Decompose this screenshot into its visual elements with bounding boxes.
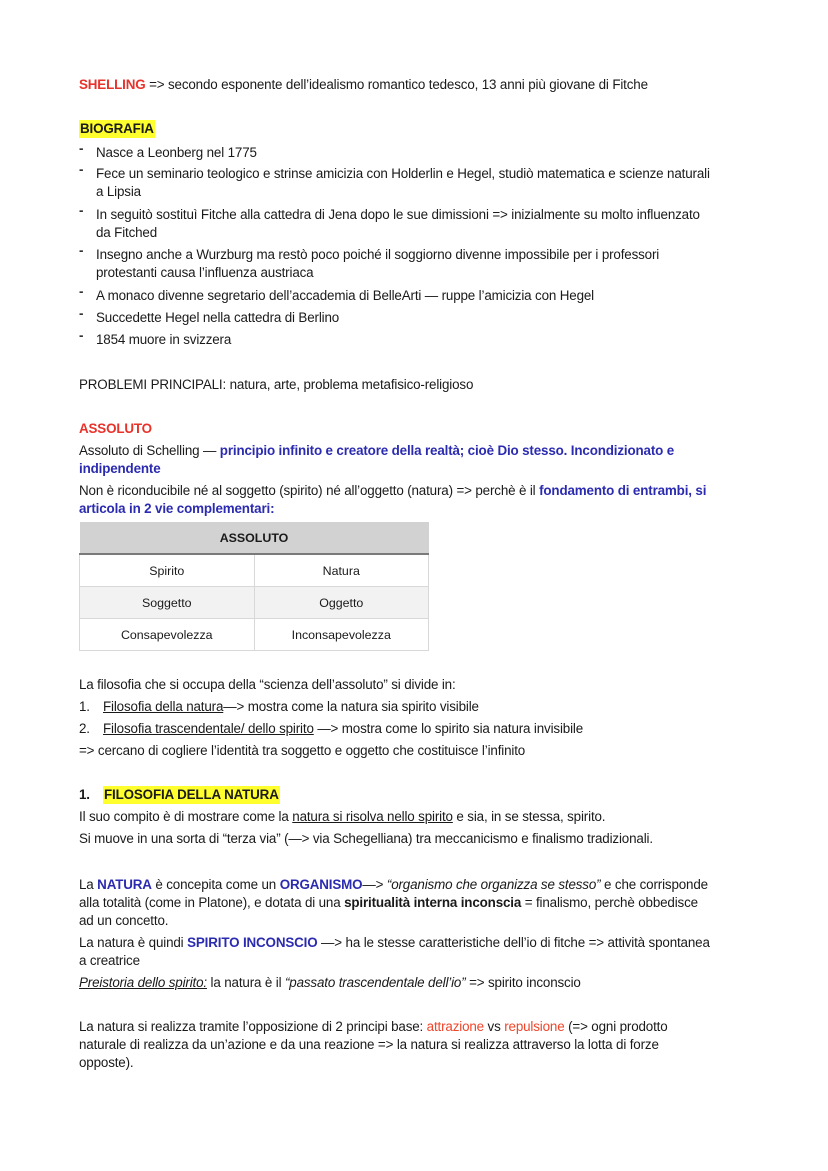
text-span: Il suo compito è di mostrare come la bbox=[79, 809, 293, 824]
bio-item-text: Insegno anche a Wurzburg ma restò poco poiché il soggiorno divenne impossibile per i professori bbox=[96, 247, 660, 262]
natura-p4-line1 bbox=[79, 934, 710, 952]
filosofia-intro: La filosofia che si occupa della “scienza dell’assoluto” si divide in: bbox=[79, 677, 456, 692]
biografia-heading-text: BIOGRAFIA bbox=[80, 121, 154, 136]
filosofia-item-title: Filosofia della natura bbox=[103, 699, 224, 714]
preistoria-label: Preistoria dello spirito: bbox=[79, 975, 207, 990]
assoluto-table bbox=[79, 522, 429, 651]
assoluto-heading bbox=[79, 420, 152, 438]
keyword-natura: NATURA bbox=[97, 877, 152, 892]
keyword-repulsione: repulsione bbox=[504, 1019, 565, 1034]
dash-bullet-icon: - bbox=[79, 284, 84, 299]
text-span: (=> ogni prodotto bbox=[564, 1019, 668, 1034]
assoluto-p1-emphasis-cont: indipendente bbox=[79, 461, 161, 476]
filosofia-item-title: Filosofia trascendentale/ dello spirito bbox=[103, 721, 314, 736]
text-span: è concepita come un bbox=[151, 877, 280, 892]
natura-p5 bbox=[79, 974, 581, 992]
table-header: ASSOLUTO bbox=[80, 522, 429, 554]
assoluto-p2-line2 bbox=[79, 500, 274, 518]
subject-name: SHELLING bbox=[79, 77, 146, 92]
assoluto-p1-text: Assoluto di Schelling — bbox=[79, 443, 220, 458]
natura-heading-text: FILOSOFIA DELLA NATURA bbox=[104, 787, 279, 802]
natura-p1 bbox=[79, 808, 605, 826]
natura-p6-line3: opposte). bbox=[79, 1055, 134, 1070]
table-row bbox=[80, 587, 429, 619]
bio-item-text: Nasce a Leonberg nel 1775 bbox=[96, 145, 257, 160]
text-span: vs bbox=[483, 1019, 505, 1034]
list-number: 2. bbox=[79, 721, 90, 736]
assoluto-p2-text: Non è riconducibile né al soggetto (spirito) né all’oggetto (natura) => perchè è il bbox=[79, 483, 540, 498]
text-span: e sia, in se stessa, spirito. bbox=[452, 809, 606, 824]
text-span: —> ha le stesse caratteristiche dell’io di fitche => attività spontanea bbox=[317, 935, 710, 950]
text-span: —> bbox=[362, 877, 387, 892]
table-cell: Oggetto bbox=[254, 587, 429, 619]
text-span: => spirito inconscio bbox=[465, 975, 581, 990]
natura-p2: Si muove in una sorta di “terza via” (—> via Schegelliana) tra meccanicismo e finalismo tradizionali. bbox=[79, 831, 653, 846]
text-span: La bbox=[79, 877, 98, 892]
bio-item-text: Succedette Hegel nella cattedra di Berlino bbox=[96, 310, 340, 325]
dash-bullet-icon: - bbox=[79, 306, 84, 321]
bio-item-text: Fece un seminario teologico e strinse amicizia con Holderlin e Hegel, studiò matematica e scienze naturali bbox=[96, 166, 710, 181]
bold-text: spiritualità interna inconscia bbox=[344, 895, 522, 910]
filosofia-item-desc: —> mostra come la natura sia spirito visibile bbox=[223, 699, 479, 714]
natura-p6-line2: naturale di realizza da un’azione e da una reazione => la natura si realizza attraverso la lotta di forze bbox=[79, 1037, 659, 1052]
bio-item-text-cont: protestanti causa l’influenza austriaca bbox=[96, 265, 314, 280]
bio-item-text: 1854 muore in svizzera bbox=[96, 332, 232, 347]
text-span: = finalismo, perchè obbedisce bbox=[521, 895, 698, 910]
natura-p4-line2: a creatrice bbox=[79, 953, 140, 968]
list-number: 1. bbox=[79, 699, 90, 714]
table-cell: Natura bbox=[254, 554, 429, 587]
keyword-spirito-inconscio: SPIRITO INCONSCIO bbox=[187, 935, 318, 950]
dash-bullet-icon: - bbox=[79, 328, 84, 343]
table-row bbox=[80, 554, 429, 587]
assoluto-p1-line2 bbox=[79, 460, 161, 478]
intro-line bbox=[79, 76, 648, 94]
natura-p3-line1 bbox=[79, 876, 708, 894]
intro-text: => secondo esponente dell’idealismo romantico tedesco, 13 anni più giovane di Fitche bbox=[145, 77, 648, 92]
table-cell: Spirito bbox=[80, 554, 255, 587]
assoluto-heading-text: ASSOLUTO bbox=[79, 421, 152, 436]
assoluto-p2-emphasis-cont: articola in 2 vie complementari: bbox=[79, 501, 275, 516]
natura-p3-line3: ad un concetto. bbox=[79, 913, 169, 928]
bio-item-text: A monaco divenne segretario dell’accademia di BelleArti — ruppe l’amicizia con Hegel bbox=[96, 288, 594, 303]
filosofia-item-desc: —> mostra come lo spirito sia natura invisibile bbox=[313, 721, 584, 736]
natura-p6-line1 bbox=[79, 1018, 668, 1036]
bio-item-text-cont: a Lipsia bbox=[96, 184, 141, 199]
assoluto-p1-emphasis: principio infinito e creatore della realtà; cioè Dio stesso. Incondizionato e bbox=[219, 443, 675, 458]
dash-bullet-icon: - bbox=[79, 141, 84, 156]
dash-bullet-icon: - bbox=[79, 203, 84, 218]
table-row bbox=[80, 619, 429, 651]
bio-item-text-cont: da Fitched bbox=[96, 225, 158, 240]
table-cell: Consapevolezza bbox=[80, 619, 255, 651]
text-span: La natura è quindi bbox=[79, 935, 188, 950]
bio-item-text: In seguitò sostituì Fitche alla cattedra di Jena dopo le sue dimissioni => inizialmente su molto influenzato bbox=[96, 207, 700, 222]
quote-text: “passato trascendentale dell’io” bbox=[284, 975, 466, 990]
text-span: la natura è il bbox=[206, 975, 285, 990]
assoluto-p2-line1 bbox=[79, 482, 706, 500]
assoluto-p2-emphasis: fondamento di entrambi, si bbox=[539, 483, 707, 498]
keyword-attrazione: attrazione bbox=[426, 1019, 484, 1034]
keyword-organismo: ORGANISMO bbox=[279, 877, 363, 892]
dash-bullet-icon: - bbox=[79, 243, 84, 258]
section-number: 1. bbox=[79, 787, 90, 802]
assoluto-p1-line1 bbox=[79, 442, 674, 460]
quote-text: “organismo che organizza se stesso” bbox=[386, 877, 601, 892]
underlined-text: natura si risolva nello spirito bbox=[292, 809, 453, 824]
dash-bullet-icon: - bbox=[79, 162, 84, 177]
text-span: La natura si realizza tramite l’opposizione di 2 principi base: bbox=[79, 1019, 427, 1034]
biografia-heading bbox=[79, 120, 155, 138]
text-span: e che corrisponde bbox=[600, 877, 708, 892]
filosofia-conclusion: => cercano di cogliere l’identità tra soggetto e oggetto che costituisce l’infinito bbox=[79, 743, 526, 758]
table-cell: Soggetto bbox=[80, 587, 255, 619]
text-span: alla totalità (come in Platone), e dotata di una bbox=[79, 895, 345, 910]
problemi-principali: PROBLEMI PRINCIPALI: natura, arte, problema metafisico-religioso bbox=[79, 377, 474, 392]
natura-p3-line2 bbox=[79, 894, 698, 912]
table-cell: Inconsapevolezza bbox=[254, 619, 429, 651]
